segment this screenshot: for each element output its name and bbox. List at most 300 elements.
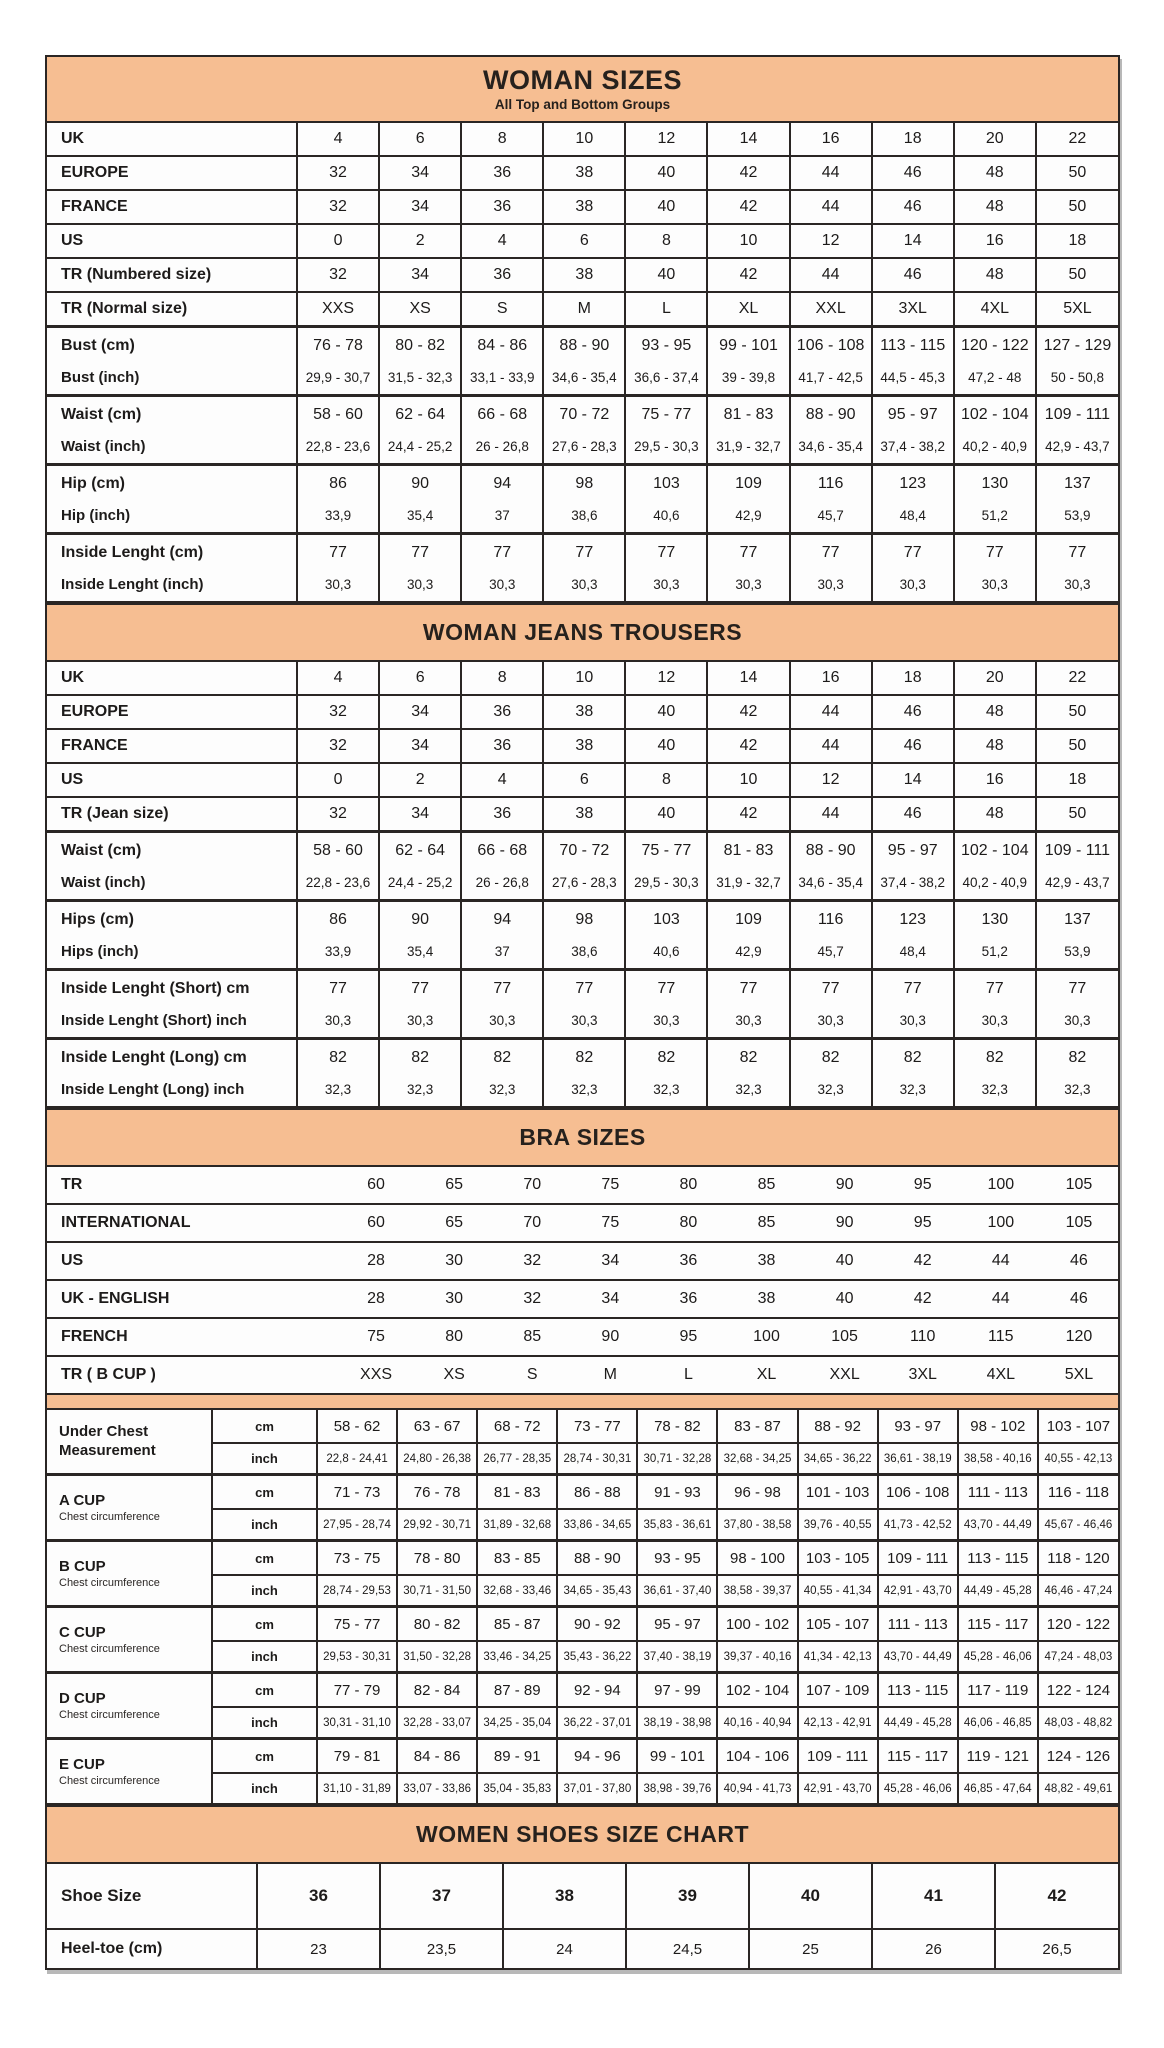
- cell: 113 - 115: [878, 1673, 958, 1708]
- cell-value: 34,6 - 35,4: [552, 370, 617, 385]
- cell: 75: [571, 1204, 649, 1242]
- cell-value: 48,4: [899, 944, 926, 959]
- table-row: [47, 1929, 1118, 1968]
- unit-cell: cm: [212, 1607, 317, 1642]
- cell: 73 - 75: [317, 1541, 397, 1576]
- cell: 36,22 - 37,01: [557, 1707, 637, 1739]
- cell: 34: [571, 1242, 649, 1280]
- cell: [790, 832, 872, 901]
- unit-cell: cm: [212, 1739, 317, 1774]
- cell-value: 86: [329, 475, 347, 492]
- cell-value: 30,3: [899, 577, 926, 592]
- cell: 8: [625, 224, 707, 258]
- cell: [790, 970, 872, 1039]
- cell-value: 31,9 - 32,7: [716, 875, 781, 890]
- cell-value: 66 - 68: [477, 406, 528, 423]
- cell: 77 - 79: [317, 1673, 397, 1708]
- cell: [790, 534, 872, 602]
- cell: 37: [380, 1864, 503, 1929]
- cell: 32,68 - 33,46: [477, 1575, 557, 1607]
- cell-value: 22,8 - 23,6: [305, 875, 371, 890]
- cell-value: 30,3: [899, 1013, 926, 1028]
- cell: 29,92 - 30,71: [397, 1509, 477, 1541]
- row-label-text: C CUP: [59, 1623, 106, 1641]
- cell: 4: [297, 123, 379, 156]
- cell-value: 42,9: [735, 944, 762, 959]
- cell: [461, 901, 543, 970]
- table-row: [47, 292, 1118, 327]
- cell: 34: [379, 695, 461, 729]
- cell-value: 77: [657, 980, 676, 997]
- cell: 18: [872, 123, 954, 156]
- cell: 58 - 62: [317, 1410, 397, 1443]
- cell-value: 77: [329, 544, 347, 561]
- cell-value: 32,3: [571, 1082, 598, 1097]
- row-label-text: Waist (inch): [61, 874, 146, 891]
- row-label-text: Hip (inch): [61, 507, 131, 524]
- cell-value: 82: [739, 1049, 758, 1066]
- bra-cup-grid: [47, 1410, 1118, 1803]
- cell: 37,01 - 37,80: [557, 1773, 637, 1803]
- cell: 26,5: [995, 1929, 1118, 1968]
- cell-value: 24,4 - 25,2: [387, 875, 453, 890]
- cell: 4: [461, 224, 543, 258]
- cell: 46: [872, 695, 954, 729]
- cell-value: 44,5 - 45,3: [880, 370, 945, 385]
- cell: 90: [806, 1204, 884, 1242]
- cell-value: 82: [985, 1049, 1004, 1066]
- row-label-text: Bust (cm): [61, 337, 135, 354]
- row-label-text: Inside Lenght (inch): [61, 576, 204, 593]
- cell-value: 38,6: [571, 944, 598, 959]
- cell: 40,55 - 41,34: [798, 1575, 878, 1607]
- cell: 40: [625, 797, 707, 832]
- cell-value: 53,9: [1064, 944, 1091, 959]
- cell-value: 30,3: [981, 577, 1008, 592]
- unit-cell: cm: [212, 1541, 317, 1576]
- cell: 8: [461, 123, 543, 156]
- cell: 115 - 117: [958, 1607, 1038, 1642]
- cell: 33,07 - 33,86: [397, 1773, 477, 1803]
- cell-value: 95 - 97: [887, 406, 938, 423]
- row-label: [47, 1475, 212, 1541]
- cell: 34: [379, 190, 461, 224]
- cell-value: 77: [575, 980, 594, 997]
- cell-value: 113 - 115: [880, 337, 946, 354]
- cell-value: 48,4: [899, 508, 926, 523]
- cell: [461, 832, 543, 901]
- cell-value: 77: [821, 980, 840, 997]
- cell: [379, 534, 461, 602]
- cell: [625, 1039, 707, 1107]
- cell-value: 77: [411, 544, 430, 561]
- cell-value: 29,5 - 30,3: [634, 875, 699, 890]
- row-label-text: Inside Lenght (Short) inch: [61, 1012, 247, 1029]
- table-row: [47, 327, 1118, 396]
- woman-jeans-grid: [47, 662, 1118, 1106]
- cell-value: 75 - 77: [641, 842, 692, 859]
- cell: 4: [297, 662, 379, 695]
- cell: 40,94 - 41,73: [717, 1773, 797, 1803]
- cell-value: 40,6: [653, 944, 680, 959]
- cell: 34: [379, 258, 461, 292]
- cell: 124 - 126: [1038, 1739, 1118, 1774]
- cell: 18: [1036, 763, 1118, 797]
- cell: [543, 327, 625, 396]
- table-row: [47, 190, 1118, 224]
- cell-value: 77: [329, 980, 347, 997]
- cell: 87 - 89: [477, 1673, 557, 1708]
- cell: 43,70 - 44,49: [878, 1641, 958, 1673]
- cell: 60: [337, 1204, 415, 1242]
- row-label: US: [47, 763, 297, 797]
- cell: 38,58 - 40,16: [958, 1443, 1038, 1475]
- cell: 38: [503, 1864, 626, 1929]
- cell: 71 - 73: [317, 1475, 397, 1510]
- cell: 46: [872, 258, 954, 292]
- cell: 105: [1040, 1167, 1118, 1204]
- cell-value: 130: [981, 911, 1009, 928]
- cell-value: 123: [899, 911, 927, 928]
- cell-value: 32,3: [324, 1082, 352, 1097]
- cell: [543, 534, 625, 602]
- table-row: [47, 1607, 1118, 1642]
- cell: 44: [790, 190, 872, 224]
- row-label: FRENCH: [47, 1318, 337, 1356]
- cell: 29,53 - 30,31: [317, 1641, 397, 1673]
- cell-value: 29,5 - 30,3: [634, 439, 699, 454]
- cell: 44: [790, 258, 872, 292]
- cell-value: 40,6: [653, 508, 680, 523]
- row-label-text: Bust (inch): [61, 369, 140, 386]
- unit-cell: inch: [212, 1575, 317, 1607]
- table-row: [47, 1410, 1118, 1443]
- cell-value: 82: [903, 1049, 922, 1066]
- cell: 34,65 - 36,22: [798, 1443, 878, 1475]
- cell-value: 62 - 64: [395, 406, 446, 423]
- cell: 33,86 - 34,65: [557, 1509, 637, 1541]
- cell: 34,25 - 35,04: [477, 1707, 557, 1739]
- cell: 92 - 94: [557, 1673, 637, 1708]
- cell: 22,8 - 24,41: [317, 1443, 397, 1475]
- cell-value: 33,9: [324, 508, 352, 523]
- cell: 36: [461, 190, 543, 224]
- cell: 44: [790, 797, 872, 832]
- unit-cell: inch: [212, 1641, 317, 1673]
- cell-value: 88 - 90: [559, 337, 610, 354]
- cell: XS: [415, 1356, 493, 1393]
- cell: 34: [571, 1280, 649, 1318]
- cell: 95 - 97: [637, 1607, 717, 1642]
- unit-cell: cm: [212, 1673, 317, 1708]
- cell: 89 - 91: [477, 1739, 557, 1774]
- cell: [1036, 396, 1118, 465]
- cell: 85 - 87: [477, 1607, 557, 1642]
- cell: 86 - 88: [557, 1475, 637, 1510]
- cell-value: 30,3: [817, 577, 844, 592]
- cell-value: 102 - 104: [960, 842, 1029, 859]
- cell: [872, 970, 954, 1039]
- cell: 42,91 - 43,70: [798, 1773, 878, 1803]
- cell: 39,76 - 40,55: [798, 1509, 878, 1541]
- cell-value: 98: [575, 911, 594, 928]
- cell: [543, 465, 625, 534]
- cell: 32: [297, 797, 379, 832]
- cell-value: 45,7: [817, 508, 844, 523]
- cell-value: 30,3: [571, 577, 598, 592]
- cell: [954, 901, 1036, 970]
- cell-value: 39 - 39,8: [721, 370, 776, 385]
- cell: 70: [493, 1204, 571, 1242]
- cell: 18: [1036, 224, 1118, 258]
- cell: 34: [379, 729, 461, 763]
- cell: [461, 534, 543, 602]
- cell: [790, 327, 872, 396]
- cell: 36: [649, 1280, 727, 1318]
- cell: 50: [1036, 190, 1118, 224]
- cell-value: 58 - 60: [313, 842, 363, 859]
- cell: 119 - 121: [958, 1739, 1038, 1774]
- cell: [707, 534, 789, 602]
- cell: [872, 465, 954, 534]
- row-label-text: Inside Lenght (Long) inch: [61, 1081, 245, 1098]
- cell: 6: [379, 662, 461, 695]
- cell: 32: [297, 258, 379, 292]
- cell: 14: [707, 123, 789, 156]
- cell: 39,37 - 40,16: [717, 1641, 797, 1673]
- cell: 80: [649, 1204, 727, 1242]
- cell: 103 - 105: [798, 1541, 878, 1576]
- cell: 90 - 92: [557, 1607, 637, 1642]
- cell-value: 30,3: [817, 1013, 844, 1028]
- cell-value: 82: [575, 1049, 594, 1066]
- cell-value: 109: [735, 475, 762, 492]
- cell-value: 103: [653, 475, 680, 492]
- cell: 36,61 - 38,19: [878, 1443, 958, 1475]
- cell: 80: [649, 1167, 727, 1204]
- cell: 36: [461, 695, 543, 729]
- cell: [461, 1039, 543, 1107]
- cell: 102 - 104: [717, 1673, 797, 1708]
- row-label-text: Waist (cm): [61, 406, 142, 423]
- cell: 100: [727, 1318, 805, 1356]
- cell: 18: [872, 662, 954, 695]
- row-label: [47, 396, 297, 465]
- table-row: [47, 970, 1118, 1039]
- cell-value: 95 - 97: [887, 842, 938, 859]
- cell: [297, 465, 379, 534]
- cell: 23,5: [380, 1929, 503, 1968]
- cell-value: 109: [735, 911, 762, 928]
- row-sublabel: Chest circumference: [59, 1511, 160, 1524]
- cell-value: 42,9 - 43,7: [1045, 439, 1110, 454]
- cell: 48: [954, 156, 1036, 190]
- cell: 32: [297, 156, 379, 190]
- cell-value: 127 - 129: [1043, 337, 1112, 354]
- cell: [954, 327, 1036, 396]
- table-title: BRA SIZES: [519, 1124, 646, 1151]
- cell: 109 - 111: [798, 1739, 878, 1774]
- cell-value: 37: [494, 508, 510, 523]
- cell: 115 - 117: [878, 1739, 958, 1774]
- table-row: [47, 1541, 1118, 1576]
- cell: S: [493, 1356, 571, 1393]
- cell: 36: [257, 1864, 380, 1929]
- cell-value: 82: [329, 1049, 347, 1066]
- cell: 16: [790, 123, 872, 156]
- cell: 76 - 78: [397, 1475, 477, 1510]
- cell: 45,67 - 46,46: [1038, 1509, 1118, 1541]
- cell: 38: [543, 695, 625, 729]
- cell-value: 86: [329, 911, 347, 928]
- cell-value: 120 - 122: [960, 337, 1029, 354]
- cell: 46: [872, 797, 954, 832]
- cell: [872, 327, 954, 396]
- cell: [790, 901, 872, 970]
- cell: 32: [493, 1280, 571, 1318]
- cell-value: 106 - 108: [796, 337, 865, 354]
- cell: 25: [749, 1929, 872, 1968]
- row-label-text: A CUP: [59, 1491, 106, 1509]
- table-row: [47, 763, 1118, 797]
- cell: [297, 534, 379, 602]
- row-label-text: Hip (cm): [61, 475, 125, 492]
- row-label: [47, 327, 297, 396]
- table-row: [47, 729, 1118, 763]
- cell: 16: [790, 662, 872, 695]
- cell: 40: [806, 1280, 884, 1318]
- cell: 44: [790, 156, 872, 190]
- cell-value: 30,3: [735, 1013, 762, 1028]
- cell-value: 34,6 - 35,4: [798, 439, 863, 454]
- cell: 2: [379, 763, 461, 797]
- cell: 98 - 102: [958, 1410, 1038, 1443]
- cell-value: 90: [411, 475, 430, 492]
- woman-sizes-grid: [47, 123, 1118, 601]
- cell: [461, 396, 543, 465]
- cell-value: 130: [981, 475, 1009, 492]
- cell-value: 76 - 78: [313, 337, 363, 354]
- cell: 118 - 120: [1038, 1541, 1118, 1576]
- cell: [461, 970, 543, 1039]
- cell: 31,10 - 31,89: [317, 1773, 397, 1803]
- cell: [461, 327, 543, 396]
- cell: [872, 832, 954, 901]
- cell-value: 30,3: [735, 577, 762, 592]
- cell: 44: [962, 1242, 1040, 1280]
- cell: [872, 901, 954, 970]
- table-row: [47, 258, 1118, 292]
- cell-value: 70 - 72: [559, 842, 610, 859]
- cell: 36: [461, 797, 543, 832]
- cell: 38,58 - 39,37: [717, 1575, 797, 1607]
- cell: 68 - 72: [477, 1410, 557, 1443]
- cell: 45,28 - 46,06: [878, 1773, 958, 1803]
- cell-value: 77: [903, 544, 922, 561]
- table-row: [47, 1280, 1118, 1318]
- cell: [954, 832, 1036, 901]
- cell: 22: [1036, 662, 1118, 695]
- cell: 65: [415, 1167, 493, 1204]
- cell: 113 - 115: [958, 1541, 1038, 1576]
- cell: [1036, 534, 1118, 602]
- cell-value: 88 - 90: [805, 842, 856, 859]
- table-row: [47, 224, 1118, 258]
- row-label: [47, 1039, 297, 1107]
- cell-value: 30,3: [571, 1013, 598, 1028]
- cell: 38: [543, 797, 625, 832]
- cell-value: 30,3: [407, 1013, 434, 1028]
- cell: M: [543, 292, 625, 327]
- woman-sizes-table: [45, 55, 1120, 603]
- cell: 94 - 96: [557, 1739, 637, 1774]
- cell: 3XL: [872, 292, 954, 327]
- row-label: INTERNATIONAL: [47, 1204, 337, 1242]
- cell: L: [625, 292, 707, 327]
- row-label: [47, 832, 297, 901]
- cell: 75: [337, 1318, 415, 1356]
- cell: 36: [461, 156, 543, 190]
- cell: [954, 1039, 1036, 1107]
- row-sublabel: Chest circumference: [59, 1577, 160, 1590]
- cell: 30,71 - 32,28: [637, 1443, 717, 1475]
- cell: [297, 327, 379, 396]
- cell: 40: [625, 695, 707, 729]
- cell: 30: [415, 1242, 493, 1280]
- cell-value: 33,1 - 33,9: [469, 370, 535, 385]
- cell: 43,70 - 44,49: [958, 1509, 1038, 1541]
- cell: 46: [872, 729, 954, 763]
- cell: 6: [379, 123, 461, 156]
- unit-cell: cm: [212, 1475, 317, 1510]
- row-label: FRANCE: [47, 190, 297, 224]
- cell: 35,04 - 35,83: [477, 1773, 557, 1803]
- cell-value: 82: [1068, 1049, 1087, 1066]
- cell: 42: [884, 1280, 962, 1318]
- cell: 80: [415, 1318, 493, 1356]
- table-title: WOMAN SIZES: [483, 65, 682, 96]
- cell: 50: [1036, 695, 1118, 729]
- cell: 101 - 103: [798, 1475, 878, 1510]
- cell: [625, 327, 707, 396]
- cell-value: 82: [657, 1049, 676, 1066]
- cell: 30,71 - 31,50: [397, 1575, 477, 1607]
- cell: 32: [297, 695, 379, 729]
- cell-value: 123: [899, 475, 927, 492]
- cell: 44: [962, 1280, 1040, 1318]
- cell: 12: [625, 662, 707, 695]
- cell: 20: [954, 662, 1036, 695]
- cell: 116 - 118: [1038, 1475, 1118, 1510]
- cell: 0: [297, 224, 379, 258]
- cell: 48: [954, 695, 1036, 729]
- table-row: [47, 1864, 1118, 1929]
- row-label: US: [47, 224, 297, 258]
- cell-value: 30,3: [1064, 577, 1091, 592]
- cell: 98 - 100: [717, 1541, 797, 1576]
- cell: S: [461, 292, 543, 327]
- cell: 65: [415, 1204, 493, 1242]
- cell: 79 - 81: [317, 1739, 397, 1774]
- row-sublabel: Chest circumference: [59, 1709, 160, 1722]
- cell: [954, 396, 1036, 465]
- row-label-text: D CUP: [59, 1689, 106, 1707]
- cell: 36: [461, 258, 543, 292]
- cell-value: 82: [821, 1049, 840, 1066]
- cell: 115: [962, 1318, 1040, 1356]
- cell: 99 - 101: [637, 1739, 717, 1774]
- cell: L: [649, 1356, 727, 1393]
